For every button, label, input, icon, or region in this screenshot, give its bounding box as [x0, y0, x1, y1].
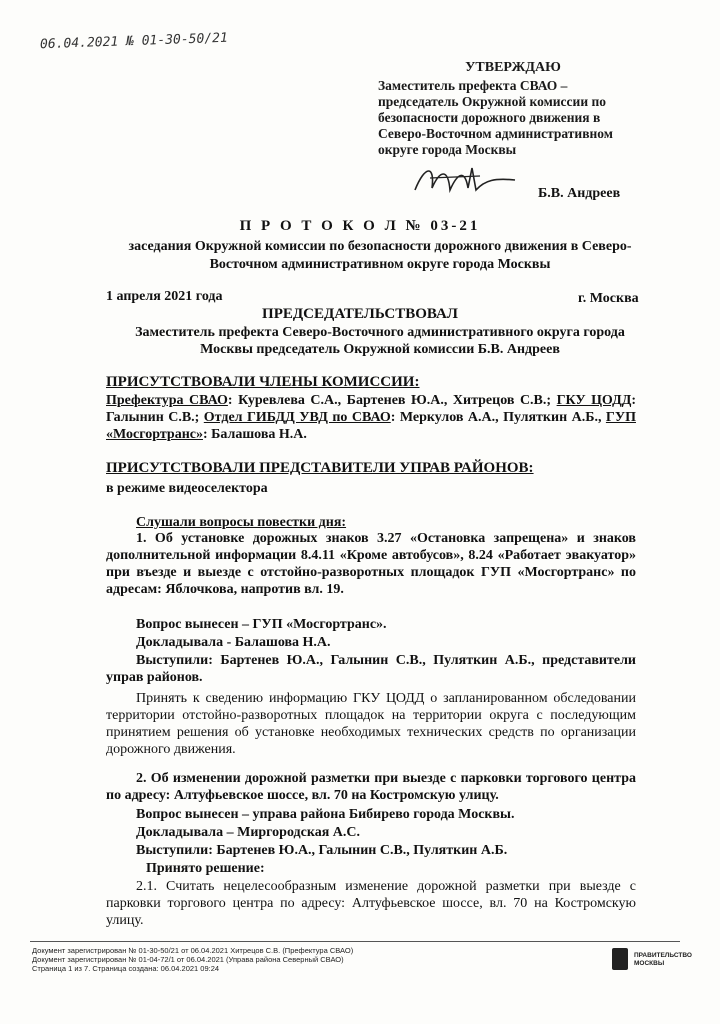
- approval-block: [378, 60, 648, 158]
- footer-line-1: Документ зарегистрирован № 01-30-50/21 от 06.04.2021 Хитрецов С.В. (Префектура СВАО): [32, 946, 354, 955]
- agenda-item-1-speakers: Выступили: Бартенев Ю.А., Галынин С.В., Пуляткин А.Б., представители управ районов.: [106, 653, 636, 685]
- protocol-subtitle: заседания Окружной комиссии по безопасности дорожного движения в Северо-Восточном административном округе города Москвы: [128, 239, 632, 272]
- org-prefecture: Префектура СВАО: [106, 393, 228, 408]
- agenda-item-2-speakers: Выступили: Бартенев Ю.А., Галынин С.В., Пуляткин А.Б.: [136, 843, 508, 858]
- footer-divider: [30, 941, 680, 942]
- org-gibdd: Отдел ГИБДД УВД по СВАО: [203, 410, 391, 425]
- signature-graphic: [410, 160, 520, 200]
- org-gku-codd: ГКУ ЦОДД: [556, 393, 632, 408]
- footer-line-2: Документ зарегистрирован № 01-04-72/1 от 06.04.2021 (Управа района Северный СВАО): [32, 955, 344, 964]
- logo-line-2: МОСКВЫ: [634, 960, 665, 967]
- footer-registration: [32, 946, 353, 973]
- protocol-place: г. Москва: [578, 291, 639, 306]
- members-names-2: : Галынин С.В.;: [106, 393, 637, 425]
- agenda-item-1-raised: Вопрос вынесен – ГУП «Мосгортранс».: [136, 617, 387, 632]
- agenda-item-1-decision: Принять к сведению информацию ГКУ ЦОДД о запланированном обследовании территории отстойно-разворотных площадок на территории округа с последующим принятием решения об установке необходимых технических средств по организации дорожного движения.: [106, 691, 636, 757]
- agenda-heading: Слушали вопросы повестки дня:: [136, 515, 347, 530]
- logo-line-1: ПРАВИТЕЛЬСТВО: [634, 952, 692, 959]
- members-list: [106, 392, 636, 443]
- agenda-item-2-decision: 2.1. Считать нецелесообразным изменение дорожной разметки при выезде с парковки торгового центра по адресу: Алтуфьевское шоссе, вл. 70 на Костромскую улицу.: [106, 879, 636, 928]
- agenda-item-2-reporter: Докладывала – Миргородская А.С.: [136, 825, 361, 840]
- members-heading: ПРИСУТСТВОВАЛИ ЧЛЕНЫ КОМИССИИ:: [106, 374, 420, 390]
- chair-text: Заместитель префекта Северо-Восточного административного округа города Москвы председатель Окружной комиссии Б.В. Андреев: [135, 325, 625, 357]
- protocol-date: 1 апреля 2021 года: [106, 289, 223, 304]
- logo-caption: [634, 952, 692, 968]
- members-names-1: : Куревлева С.А., Бартенев Ю.А., Хитрецов С.В.;: [227, 393, 557, 408]
- agenda-item-1-reporter: Докладывала - Балашова Н.А.: [136, 635, 331, 650]
- reps-heading: ПРИСУТСТВОВАЛИ ПРЕДСТАВИТЕЛИ УПРАВ РАЙОНОВ:: [106, 460, 534, 476]
- members-names-4: : Балашова Н.А.: [202, 427, 307, 442]
- signer-name: Б.В. Андреев: [538, 186, 621, 201]
- agenda-item-1-title: 1. Об установке дорожных знаков 3.27 «Остановка запрещена» и знаков дополнительной информации 8.4.11 «Кроме автобусов», 8.24 «Работает эвакуатор» при въезде и выезде с отстойно-разворотных площадок ГУП «Мосгортранс» по адресам: Яблочкова, напротив вл. 19.: [106, 531, 636, 597]
- agenda-item-2-accepted: Принято решение:: [146, 861, 265, 876]
- org-mosgortrans: ГУП «Мосгортранс»: [106, 410, 636, 442]
- moscow-government-logo-icon: [612, 948, 628, 970]
- chair-heading: ПРЕДСЕДАТЕЛЬСТВОВАЛ: [262, 306, 458, 322]
- reps-text: в режиме видеоселектора: [106, 481, 268, 496]
- approval-heading: УТВЕРЖДАЮ: [465, 60, 561, 75]
- approval-text: Заместитель префекта СВАО – председатель Окружной комиссии по безопасности дорожного движения в Северо-Восточном административном округе города Москвы: [378, 78, 613, 157]
- members-names-3: : Меркулов А.А., Пуляткин А.Б.,: [390, 410, 606, 425]
- agenda-item-2-raised: Вопрос вынесен – управа района Бибирево города Москвы.: [136, 807, 515, 822]
- protocol-title: П Р О Т О К О Л № 03-21: [239, 218, 481, 234]
- agenda-item-2-title: 2. Об изменении дорожной разметки при выезде с парковки торгового центра по адресу: Алтуфьевское шоссе, вл. 70 на Костромскую улицу.: [106, 771, 636, 803]
- footer-line-3: Страница 1 из 7. Страница создана: 06.04.2021 09:24: [32, 964, 220, 973]
- registration-stamp: 06.04.2021 № 01-30-50/21: [39, 30, 229, 53]
